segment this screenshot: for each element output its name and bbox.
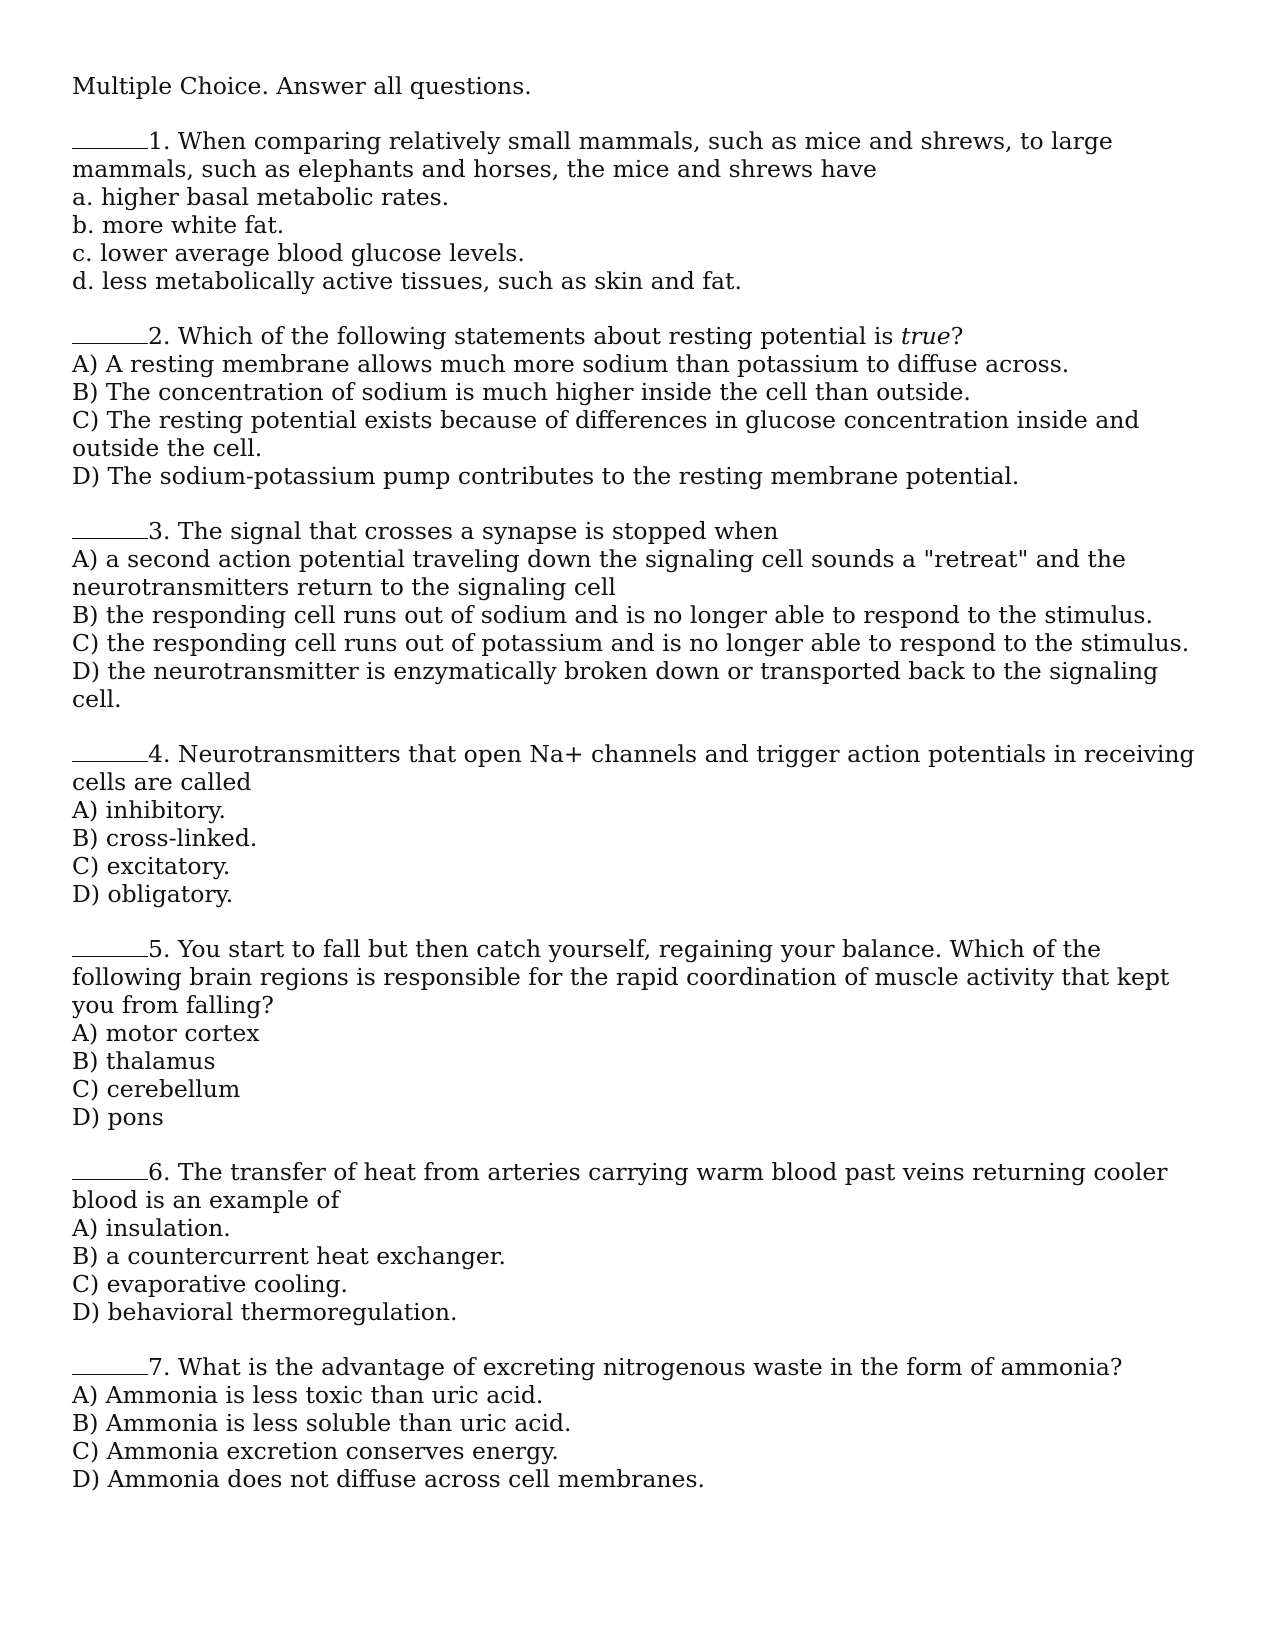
- question-7: [72, 1353, 1202, 1493]
- question-number: 4.: [148, 740, 171, 768]
- question-2: [72, 322, 1202, 490]
- answer-blank[interactable]: [72, 936, 148, 957]
- question-number: 6.: [148, 1158, 171, 1186]
- question-number: 5.: [148, 935, 171, 963]
- choice-d: D) the neurotransmitter is enzymatically broken down or transported back to the signaling cell.: [72, 657, 1159, 713]
- choice-b: B) cross-linked.: [72, 824, 258, 852]
- question-stem: [72, 517, 1202, 545]
- choice-a: A) motor cortex: [72, 1019, 260, 1047]
- choice-a: a. higher basal metabolic rates.: [72, 183, 450, 211]
- instructions-heading: Multiple Choice. Answer all questions.: [72, 72, 532, 100]
- choice-c: C) cerebellum: [72, 1075, 241, 1103]
- choice-list: [72, 1214, 1202, 1326]
- question-3: [72, 517, 1202, 713]
- choice-b: B) a countercurrent heat exchanger.: [72, 1242, 506, 1270]
- choice-b: B) The concentration of sodium is much higher inside the cell than outside.: [72, 378, 971, 406]
- choice-b: b. more white fat.: [72, 211, 285, 239]
- choice-c: C) Ammonia excretion conserves energy.: [72, 1437, 559, 1465]
- answer-blank[interactable]: [72, 1354, 148, 1375]
- question-number: 2.: [148, 322, 171, 350]
- choice-list: [72, 796, 1202, 908]
- question-number: 1.: [148, 127, 171, 155]
- question-1: [72, 127, 1202, 295]
- question-stem: [72, 322, 1202, 350]
- question-text-emphasis: true: [900, 322, 951, 350]
- question-text: What is the advantage of excreting nitrogenous waste in the form of ammonia?: [170, 1353, 1123, 1381]
- question-text: The transfer of heat from arteries carrying warm blood past veins returning cooler blood is an example of: [72, 1158, 1168, 1214]
- question-4: [72, 740, 1202, 908]
- choice-d: D) behavioral thermoregulation.: [72, 1298, 458, 1326]
- choice-list: [72, 545, 1202, 713]
- choice-b: B) Ammonia is less soluble than uric acid.: [72, 1409, 572, 1437]
- answer-blank[interactable]: [72, 741, 148, 762]
- choice-d: D) Ammonia does not diffuse across cell membranes.: [72, 1465, 705, 1493]
- choice-list: [72, 183, 1202, 295]
- choice-d: D) obligatory.: [72, 880, 234, 908]
- choice-d: d. less metabolically active tissues, such as skin and fat.: [72, 267, 742, 295]
- question-stem: [72, 740, 1202, 796]
- choice-c: C) the responding cell runs out of potassium and is no longer able to respond to the stimulus.: [72, 629, 1190, 657]
- question-number: 3.: [148, 517, 171, 545]
- question-stem: [72, 1353, 1202, 1381]
- answer-blank[interactable]: [72, 1159, 148, 1180]
- question-stem: [72, 935, 1202, 1019]
- choice-list: [72, 1019, 1202, 1131]
- choice-list: [72, 350, 1202, 490]
- choice-b: B) thalamus: [72, 1047, 216, 1075]
- question-number: 7.: [148, 1353, 171, 1381]
- choice-a: A) insulation.: [72, 1214, 231, 1242]
- choice-c: C) The resting potential exists because of differences in glucose concentration inside and outside the cell.: [72, 406, 1140, 462]
- question-text-end: ?: [950, 322, 964, 350]
- answer-blank[interactable]: [72, 323, 148, 344]
- question-5: [72, 935, 1202, 1131]
- question-text: The signal that crosses a synapse is stopped when: [170, 517, 779, 545]
- choice-a: A) Ammonia is less toxic than uric acid.: [72, 1381, 544, 1409]
- question-6: [72, 1158, 1202, 1326]
- question-stem: [72, 127, 1202, 183]
- question-stem: [72, 1158, 1202, 1214]
- question-text: Neurotransmitters that open Na+ channels and trigger action potentials in receiving cells are called: [72, 740, 1195, 796]
- worksheet-page: [72, 72, 1202, 1520]
- choice-list: [72, 1381, 1202, 1493]
- question-text: You start to fall but then catch yourself, regaining your balance. Which of the following brain regions is responsible for the rapid coordination of muscle activity that kept you from falling?: [72, 935, 1170, 1019]
- choice-b: B) the responding cell runs out of sodium and is no longer able to respond to the stimulus.: [72, 601, 1153, 629]
- choice-d: D) pons: [72, 1103, 164, 1131]
- answer-blank[interactable]: [72, 128, 148, 149]
- question-text: Which of the following statements about resting potential is: [170, 322, 901, 350]
- choice-d: D) The sodium-potassium pump contributes to the resting membrane potential.: [72, 462, 1020, 490]
- choice-a: A) A resting membrane allows much more sodium than potassium to diffuse across.: [72, 350, 1070, 378]
- choice-a: A) a second action potential traveling down the signaling cell sounds a "retreat" and the neurotransmitters return to the signaling cell: [72, 545, 1126, 601]
- choice-c: c. lower average blood glucose levels.: [72, 239, 525, 267]
- choice-c: C) evaporative cooling.: [72, 1270, 348, 1298]
- choice-c: C) excitatory.: [72, 852, 231, 880]
- answer-blank[interactable]: [72, 518, 148, 539]
- choice-a: A) inhibitory.: [72, 796, 226, 824]
- question-text: When comparing relatively small mammals, such as mice and shrews, to large mammals, such as elephants and horses, the mice and shrews have: [72, 127, 1113, 183]
